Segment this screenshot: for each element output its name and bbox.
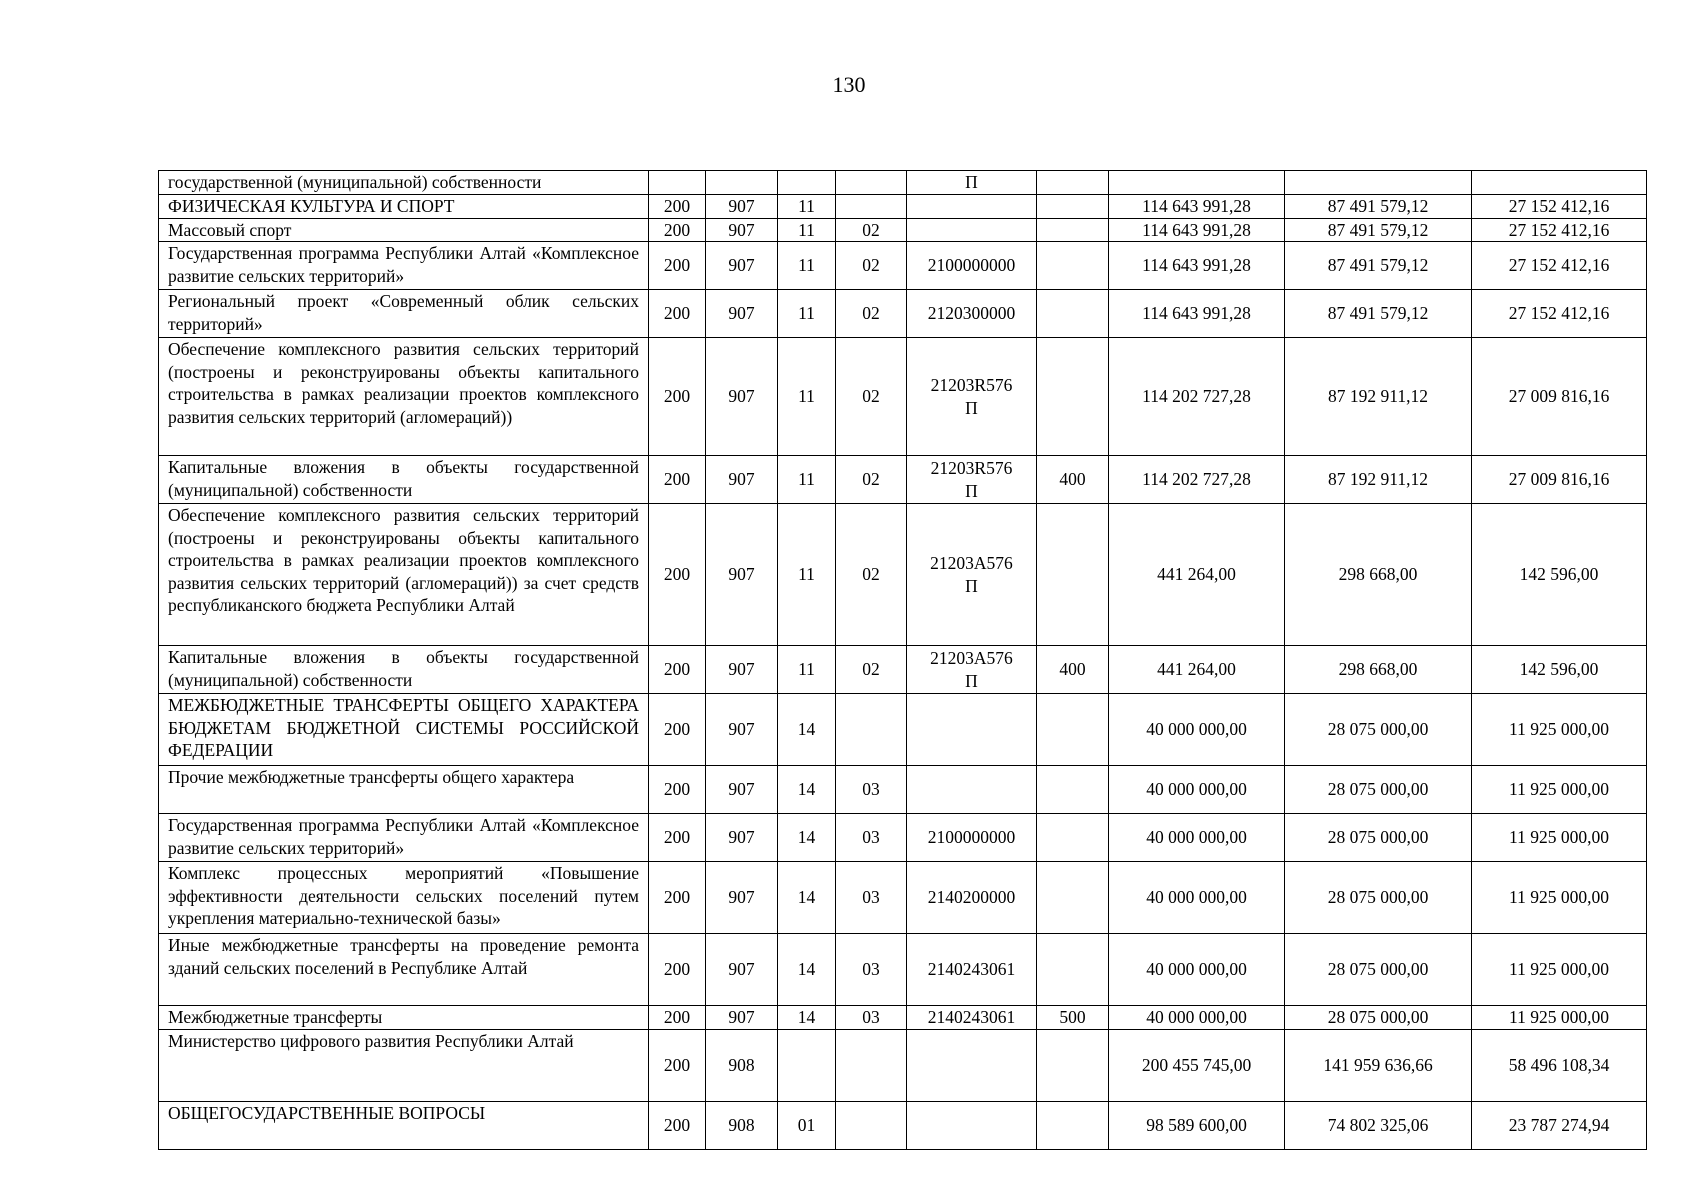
- gr-cell: 200: [649, 242, 706, 290]
- reg-cell: 142 596,00: [1472, 646, 1647, 694]
- gr-cell: 200: [649, 646, 706, 694]
- fed-cell: 87 491 579,12: [1285, 194, 1472, 218]
- ved-cell: [706, 171, 778, 195]
- vr-cell: 400: [1037, 646, 1109, 694]
- ved-cell: 908: [706, 1029, 778, 1101]
- pr-cell: 03: [836, 814, 907, 862]
- pr-cell: 03: [836, 766, 907, 814]
- ved-cell: 907: [706, 646, 778, 694]
- reg-cell: 23 787 274,94: [1472, 1101, 1647, 1149]
- reg-cell: 27 009 816,16: [1472, 338, 1647, 456]
- table-row: [159, 290, 1647, 338]
- gr-cell: 200: [649, 814, 706, 862]
- table-row: [159, 862, 1647, 934]
- csr-cell: [907, 694, 1037, 766]
- row-name-cell: государственной (муниципальной) собственности: [159, 171, 649, 195]
- pr-cell: 03: [836, 934, 907, 1006]
- row-name-cell: Массовый спорт: [159, 218, 649, 242]
- row-name-cell: Капитальные вложения в объекты государственной (муниципальной) собственности: [159, 456, 649, 504]
- fed-cell: 298 668,00: [1285, 646, 1472, 694]
- gr-cell: 200: [649, 218, 706, 242]
- fed-cell: 141 959 636,66: [1285, 1029, 1472, 1101]
- fed-cell: 298 668,00: [1285, 504, 1472, 646]
- pr-cell: 02: [836, 242, 907, 290]
- vr-cell: [1037, 290, 1109, 338]
- ved-cell: 907: [706, 934, 778, 1006]
- ved-cell: 907: [706, 456, 778, 504]
- fed-cell: 28 075 000,00: [1285, 862, 1472, 934]
- vr-cell: [1037, 814, 1109, 862]
- csr-cell: 2140200000: [907, 862, 1037, 934]
- rz-cell: 14: [778, 814, 836, 862]
- table-row: [159, 694, 1647, 766]
- rz-cell: 11: [778, 242, 836, 290]
- row-name-cell: МЕЖБЮДЖЕТНЫЕ ТРАНСФЕРТЫ ОБЩЕГО ХАРАКТЕРА БЮДЖЕТАМ БЮДЖЕТНОЙ СИСТЕМЫ РОССИЙСКОЙ ФЕДЕРАЦИИ: [159, 694, 649, 766]
- row-name-cell: Обеспечение комплексного развития сельских территорий (построены и реконструированы объекты капитального строительства в рамках реализации проектов комплексного развития сельских территорий (агломераций)): [159, 338, 649, 456]
- budget-table: [158, 170, 1647, 1150]
- row-name-cell: Капитальные вложения в объекты государственной (муниципальной) собственности: [159, 646, 649, 694]
- gr-cell: 200: [649, 194, 706, 218]
- fed-cell: 28 075 000,00: [1285, 766, 1472, 814]
- row-name-cell: Государственная программа Республики Алтай «Комплексное развитие сельских территорий»: [159, 814, 649, 862]
- csr-cell: [907, 194, 1037, 218]
- ved-cell: 907: [706, 766, 778, 814]
- vr-cell: [1037, 171, 1109, 195]
- pr-cell: 03: [836, 862, 907, 934]
- page-number: 130: [832, 72, 866, 97]
- gr-cell: 200: [649, 766, 706, 814]
- reg-cell: 11 925 000,00: [1472, 862, 1647, 934]
- reg-cell: 11 925 000,00: [1472, 694, 1647, 766]
- pr-cell: 02: [836, 338, 907, 456]
- vr-cell: [1037, 694, 1109, 766]
- rz-cell: [778, 171, 836, 195]
- reg-cell: 27 152 412,16: [1472, 242, 1647, 290]
- fed-cell: 28 075 000,00: [1285, 814, 1472, 862]
- row-name-cell: Комплекс процессных мероприятий «Повышение эффективности деятельности сельских поселений путем укрепления материально-технической базы»: [159, 862, 649, 934]
- reg-cell: 11 925 000,00: [1472, 814, 1647, 862]
- total-cell: 40 000 000,00: [1109, 814, 1285, 862]
- reg-cell: 58 496 108,34: [1472, 1029, 1647, 1101]
- table-row: [159, 504, 1647, 646]
- fed-cell: 87 192 911,12: [1285, 456, 1472, 504]
- rz-cell: 11: [778, 456, 836, 504]
- fed-cell: 74 802 325,06: [1285, 1101, 1472, 1149]
- fed-cell: 87 491 579,12: [1285, 290, 1472, 338]
- row-name-cell: Иные межбюджетные трансферты на проведение ремонта зданий сельских поселений в Республике Алтай: [159, 934, 649, 1006]
- vr-cell: [1037, 218, 1109, 242]
- csr-cell: 2120300000: [907, 290, 1037, 338]
- vr-cell: [1037, 766, 1109, 814]
- reg-cell: 11 925 000,00: [1472, 934, 1647, 1006]
- ved-cell: 907: [706, 814, 778, 862]
- row-name-cell: Государственная программа Республики Алтай «Комплексное развитие сельских территорий»: [159, 242, 649, 290]
- total-cell: 114 643 991,28: [1109, 194, 1285, 218]
- vr-cell: 500: [1037, 1006, 1109, 1030]
- reg-cell: 27 152 412,16: [1472, 194, 1647, 218]
- row-name-cell: Региональный проект «Современный облик сельских территорий»: [159, 290, 649, 338]
- table-row: [159, 171, 1647, 195]
- table-row: [159, 242, 1647, 290]
- total-cell: 114 202 727,28: [1109, 338, 1285, 456]
- row-name-cell: ОБЩЕГОСУДАРСТВЕННЫЕ ВОПРОСЫ: [159, 1101, 649, 1149]
- rz-cell: 11: [778, 338, 836, 456]
- table-row: [159, 646, 1647, 694]
- vr-cell: [1037, 504, 1109, 646]
- csr-cell: [907, 1101, 1037, 1149]
- table-row: [159, 1029, 1647, 1101]
- total-cell: 114 643 991,28: [1109, 242, 1285, 290]
- fed-cell: 28 075 000,00: [1285, 934, 1472, 1006]
- total-cell: 114 202 727,28: [1109, 456, 1285, 504]
- vr-cell: 400: [1037, 456, 1109, 504]
- table-row: [159, 1101, 1647, 1149]
- ved-cell: 907: [706, 338, 778, 456]
- rz-cell: 14: [778, 766, 836, 814]
- rz-cell: 14: [778, 1006, 836, 1030]
- pr-cell: 02: [836, 290, 907, 338]
- vr-cell: [1037, 194, 1109, 218]
- rz-cell: 11: [778, 646, 836, 694]
- rz-cell: [778, 1029, 836, 1101]
- csr-cell: 2100000000: [907, 814, 1037, 862]
- csr-cell: 2140243061: [907, 1006, 1037, 1030]
- ved-cell: 907: [706, 862, 778, 934]
- pr-cell: [836, 171, 907, 195]
- fed-cell: 28 075 000,00: [1285, 1006, 1472, 1030]
- csr-cell: [907, 1029, 1037, 1101]
- table-body: [159, 171, 1647, 1150]
- rz-cell: 11: [778, 194, 836, 218]
- fed-cell: [1285, 171, 1472, 195]
- row-name-cell: Межбюджетные трансферты: [159, 1006, 649, 1030]
- table-row: [159, 1006, 1647, 1030]
- total-cell: 441 264,00: [1109, 504, 1285, 646]
- reg-cell: 27 152 412,16: [1472, 290, 1647, 338]
- gr-cell: 200: [649, 862, 706, 934]
- fed-cell: 28 075 000,00: [1285, 694, 1472, 766]
- gr-cell: 200: [649, 504, 706, 646]
- total-cell: 40 000 000,00: [1109, 934, 1285, 1006]
- row-name-cell: Обеспечение комплексного развития сельских территорий (построены и реконструированы объекты капитального строительства в рамках реализации проектов комплексного развития сельских территорий (агломераций)) за счет средств республиканского бюджета Республики Алтай: [159, 504, 649, 646]
- total-cell: 441 264,00: [1109, 646, 1285, 694]
- pr-cell: [836, 194, 907, 218]
- csr-cell: [907, 218, 1037, 242]
- table-row: [159, 766, 1647, 814]
- row-name-cell: Министерство цифрового развития Республики Алтай: [159, 1029, 649, 1101]
- vr-cell: [1037, 1101, 1109, 1149]
- pr-cell: 02: [836, 646, 907, 694]
- reg-cell: [1472, 171, 1647, 195]
- vr-cell: [1037, 934, 1109, 1006]
- reg-cell: 27 009 816,16: [1472, 456, 1647, 504]
- rz-cell: 14: [778, 862, 836, 934]
- pr-cell: [836, 694, 907, 766]
- total-cell: 114 643 991,28: [1109, 218, 1285, 242]
- reg-cell: 11 925 000,00: [1472, 766, 1647, 814]
- pr-cell: 02: [836, 456, 907, 504]
- total-cell: 40 000 000,00: [1109, 1006, 1285, 1030]
- pr-cell: 03: [836, 1006, 907, 1030]
- gr-cell: 200: [649, 934, 706, 1006]
- gr-cell: 200: [649, 456, 706, 504]
- ved-cell: 907: [706, 290, 778, 338]
- reg-cell: 27 152 412,16: [1472, 218, 1647, 242]
- gr-cell: [649, 171, 706, 195]
- gr-cell: 200: [649, 338, 706, 456]
- pr-cell: [836, 1101, 907, 1149]
- table-row: [159, 218, 1647, 242]
- table-row: [159, 338, 1647, 456]
- csr-cell: 21203A576 П: [907, 504, 1037, 646]
- gr-cell: 200: [649, 694, 706, 766]
- total-cell: 40 000 000,00: [1109, 766, 1285, 814]
- ved-cell: 907: [706, 504, 778, 646]
- total-cell: 98 589 600,00: [1109, 1101, 1285, 1149]
- csr-cell: П: [907, 171, 1037, 195]
- total-cell: 40 000 000,00: [1109, 694, 1285, 766]
- reg-cell: 142 596,00: [1472, 504, 1647, 646]
- gr-cell: 200: [649, 1101, 706, 1149]
- ved-cell: 907: [706, 694, 778, 766]
- vr-cell: [1037, 242, 1109, 290]
- rz-cell: 11: [778, 218, 836, 242]
- fed-cell: 87 192 911,12: [1285, 338, 1472, 456]
- row-name-cell: ФИЗИЧЕСКАЯ КУЛЬТУРА И СПОРТ: [159, 194, 649, 218]
- total-cell: 200 455 745,00: [1109, 1029, 1285, 1101]
- csr-cell: [907, 766, 1037, 814]
- csr-cell: 2100000000: [907, 242, 1037, 290]
- table-row: [159, 194, 1647, 218]
- pr-cell: 02: [836, 504, 907, 646]
- csr-cell: 21203A576 П: [907, 646, 1037, 694]
- vr-cell: [1037, 338, 1109, 456]
- table-row: [159, 814, 1647, 862]
- rz-cell: 14: [778, 934, 836, 1006]
- pr-cell: [836, 1029, 907, 1101]
- reg-cell: 11 925 000,00: [1472, 1006, 1647, 1030]
- rz-cell: 01: [778, 1101, 836, 1149]
- vr-cell: [1037, 862, 1109, 934]
- ved-cell: 907: [706, 218, 778, 242]
- ved-cell: 907: [706, 1006, 778, 1030]
- ved-cell: 907: [706, 194, 778, 218]
- csr-cell: 21203R576 П: [907, 338, 1037, 456]
- csr-cell: 21203R576 П: [907, 456, 1037, 504]
- ved-cell: 908: [706, 1101, 778, 1149]
- rz-cell: 14: [778, 694, 836, 766]
- row-name-cell: Прочие межбюджетные трансферты общего характера: [159, 766, 649, 814]
- table-row: [159, 456, 1647, 504]
- csr-cell: 2140243061: [907, 934, 1037, 1006]
- fed-cell: 87 491 579,12: [1285, 218, 1472, 242]
- gr-cell: 200: [649, 1006, 706, 1030]
- ved-cell: 907: [706, 242, 778, 290]
- rz-cell: 11: [778, 504, 836, 646]
- fed-cell: 87 491 579,12: [1285, 242, 1472, 290]
- total-cell: 114 643 991,28: [1109, 290, 1285, 338]
- pr-cell: 02: [836, 218, 907, 242]
- rz-cell: 11: [778, 290, 836, 338]
- gr-cell: 200: [649, 1029, 706, 1101]
- vr-cell: [1037, 1029, 1109, 1101]
- total-cell: 40 000 000,00: [1109, 862, 1285, 934]
- gr-cell: 200: [649, 290, 706, 338]
- total-cell: [1109, 171, 1285, 195]
- table-row: [159, 934, 1647, 1006]
